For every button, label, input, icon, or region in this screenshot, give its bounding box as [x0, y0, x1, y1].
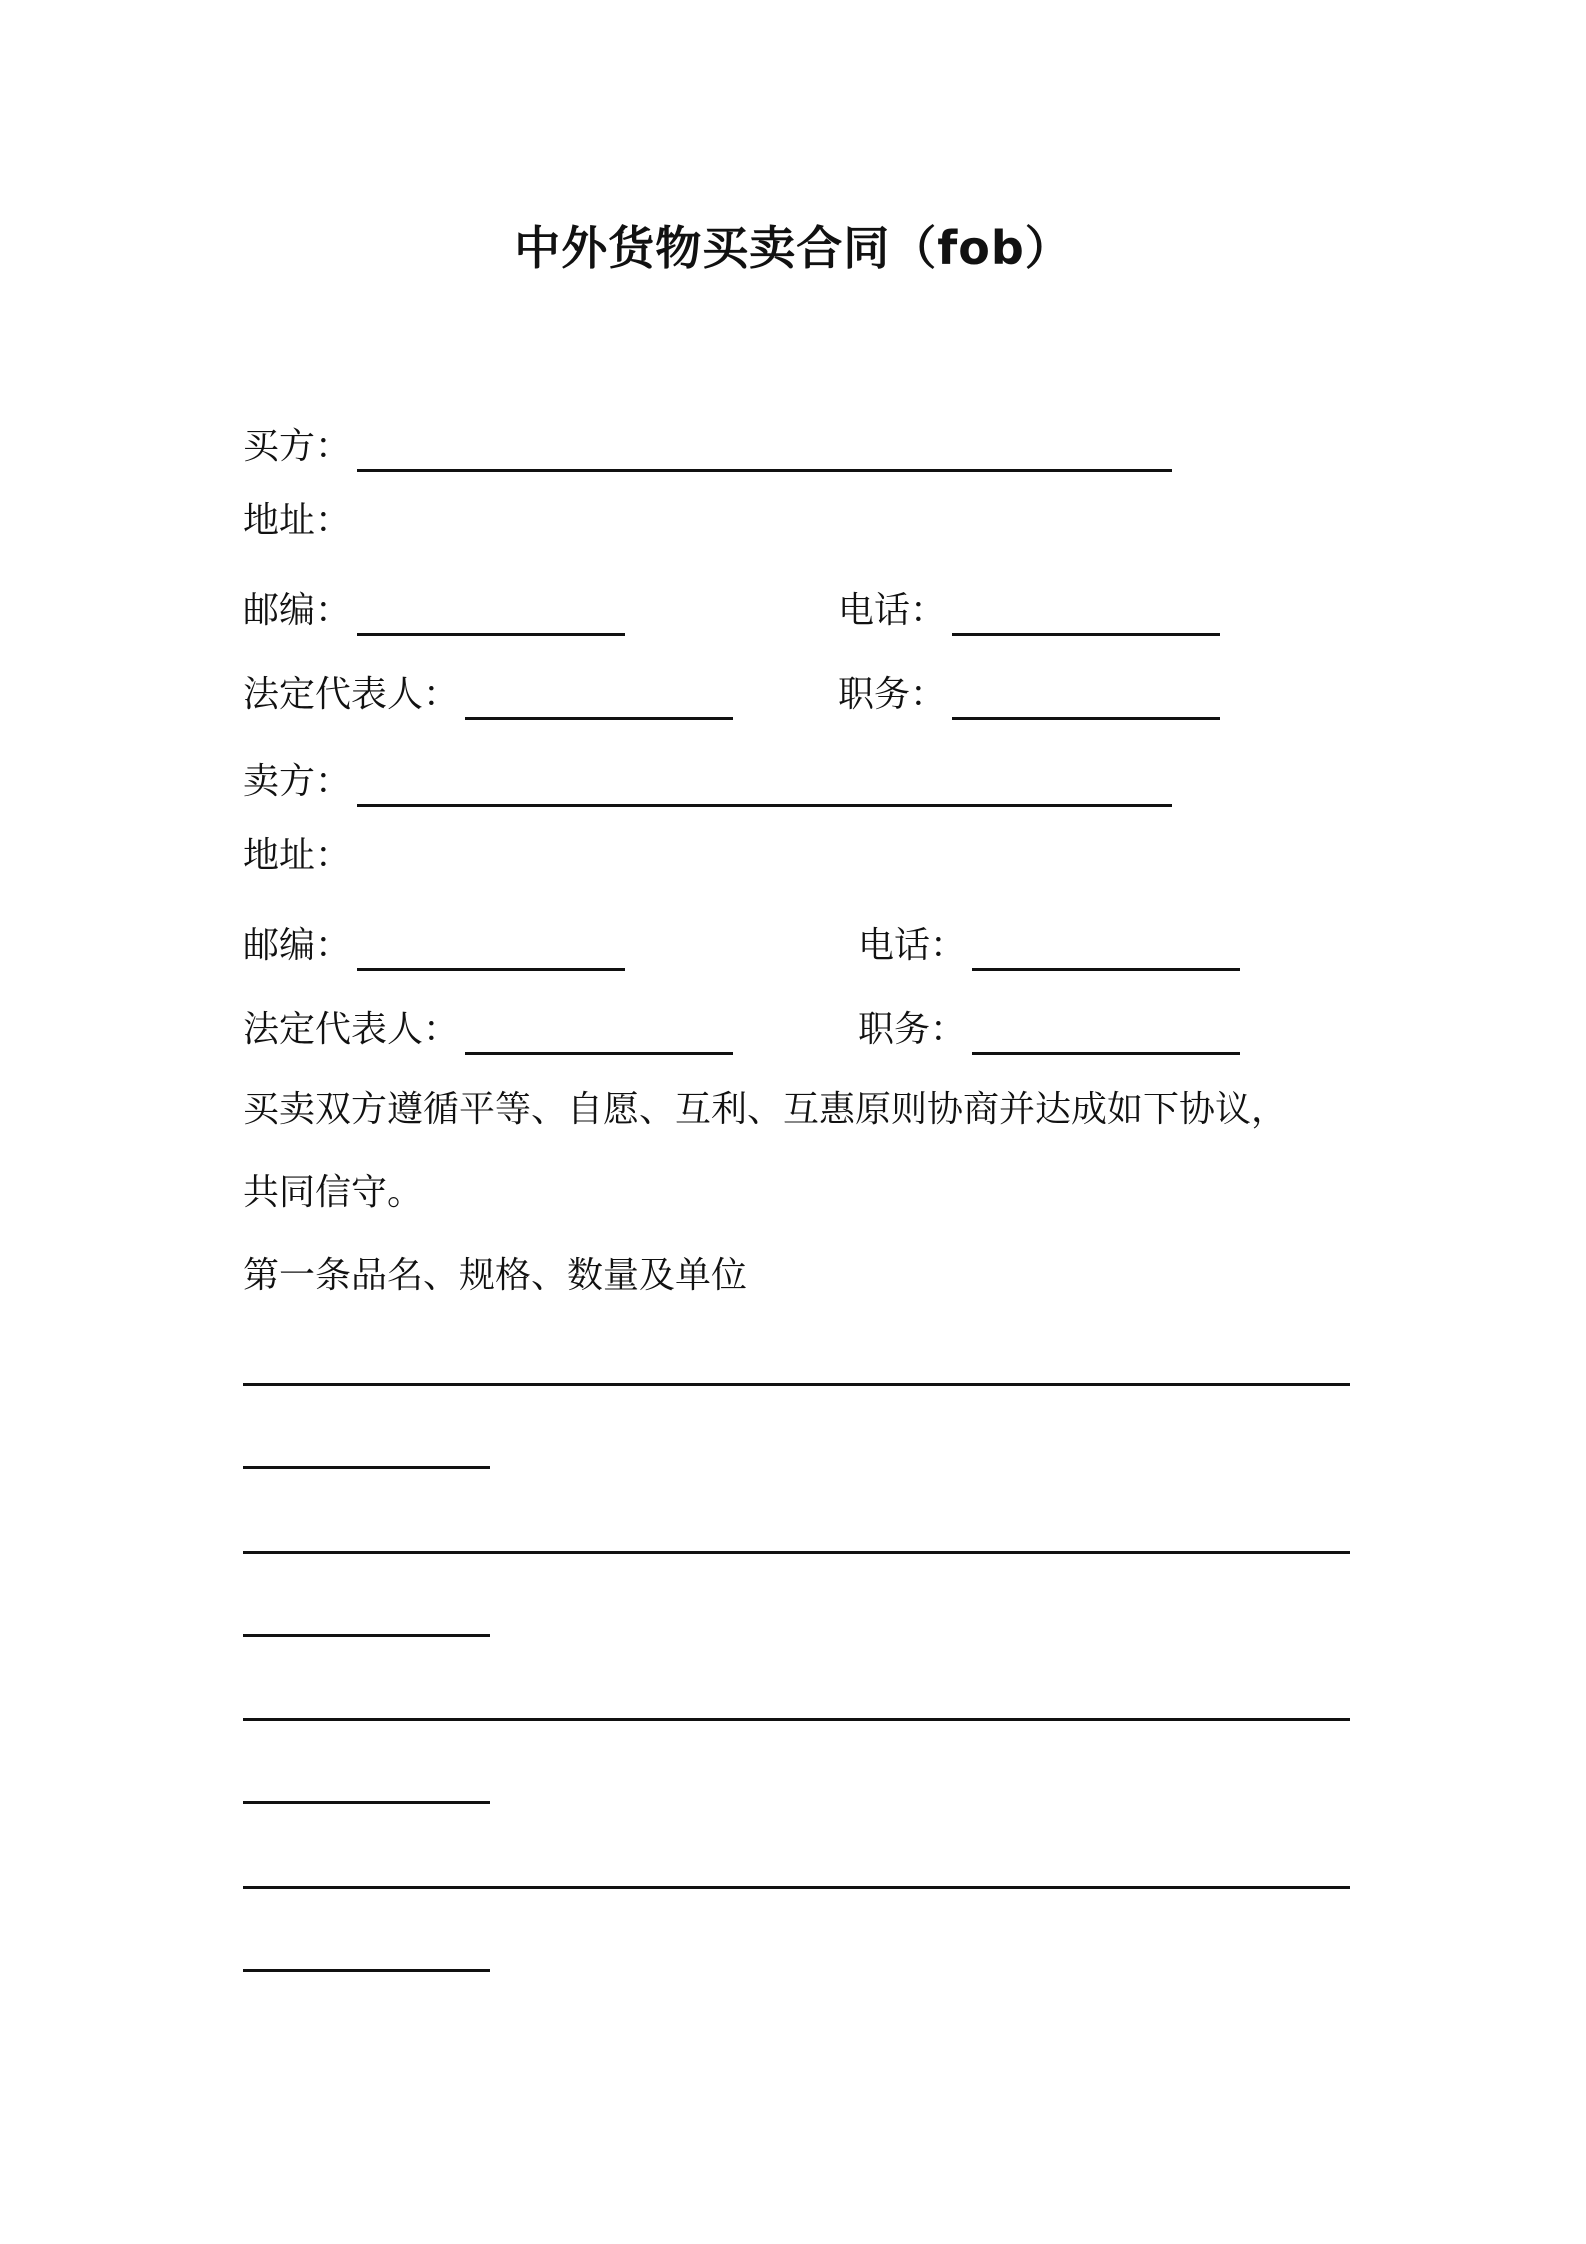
buyer-blank[interactable] [357, 435, 1172, 472]
seller-legal-rep-label: 法定代表人： [243, 1009, 460, 1050]
seller-position-label: 职务： [858, 1009, 967, 1050]
article1-heading: 第一条品名、规格、数量及单位 [243, 1255, 748, 1296]
article1-blank-line[interactable] [243, 1801, 490, 1804]
seller-postcode-phone-line [243, 921, 1343, 971]
seller-position-blank[interactable] [972, 1018, 1240, 1055]
buyer-postcode-blank[interactable] [357, 599, 625, 636]
seller-position-group [858, 1005, 1240, 1055]
buyer-position-label: 职务： [838, 674, 947, 715]
article1-blank-line[interactable] [243, 1969, 490, 1972]
buyer-postcode-label: 邮编： [243, 590, 352, 631]
buyer-position-blank[interactable] [952, 683, 1220, 720]
seller-address-label: 地址： [243, 835, 352, 876]
article1-blank-line[interactable] [243, 1383, 1350, 1386]
article1-blank-line[interactable] [243, 1466, 490, 1469]
document-title: 中外货物买卖合同（fob） [514, 221, 1072, 275]
seller-blank[interactable] [357, 770, 1172, 807]
buyer-phone-label: 电话： [838, 590, 947, 631]
article1-blank-line[interactable] [243, 1718, 1350, 1721]
buyer-position-group [838, 670, 1220, 720]
seller-legalrep-position-line [243, 1005, 1343, 1055]
seller-legal-rep-blank[interactable] [465, 1018, 733, 1055]
preamble-line-1: 买卖双方遵循平等、自愿、互利、互惠原则协商并达成如下协议， [243, 1089, 1288, 1130]
seller-address-line [243, 831, 351, 881]
seller-phone-blank[interactable] [972, 934, 1240, 971]
buyer-label: 买方： [243, 426, 352, 467]
article1-blank-line[interactable] [243, 1634, 490, 1637]
preamble-line-2: 共同信守。 [243, 1172, 424, 1213]
buyer-phone-group [838, 586, 1220, 636]
seller-postcode-blank[interactable] [357, 934, 625, 971]
seller-postcode-label: 邮编： [243, 925, 352, 966]
seller-line [243, 757, 1172, 807]
buyer-postcode-phone-line [243, 586, 1343, 636]
buyer-legalrep-position-line [243, 670, 1343, 720]
buyer-legal-rep-label: 法定代表人： [243, 674, 460, 715]
buyer-legal-rep-blank[interactable] [465, 683, 733, 720]
buyer-address-line [243, 496, 351, 546]
buyer-line [243, 422, 1172, 472]
article1-blank-line[interactable] [243, 1551, 1350, 1554]
seller-phone-label: 电话： [858, 925, 967, 966]
article1-blank-line[interactable] [243, 1886, 1350, 1889]
buyer-address-label: 地址： [243, 500, 352, 541]
seller-label: 卖方： [243, 761, 352, 802]
seller-phone-group [858, 921, 1240, 971]
buyer-phone-blank[interactable] [952, 599, 1220, 636]
